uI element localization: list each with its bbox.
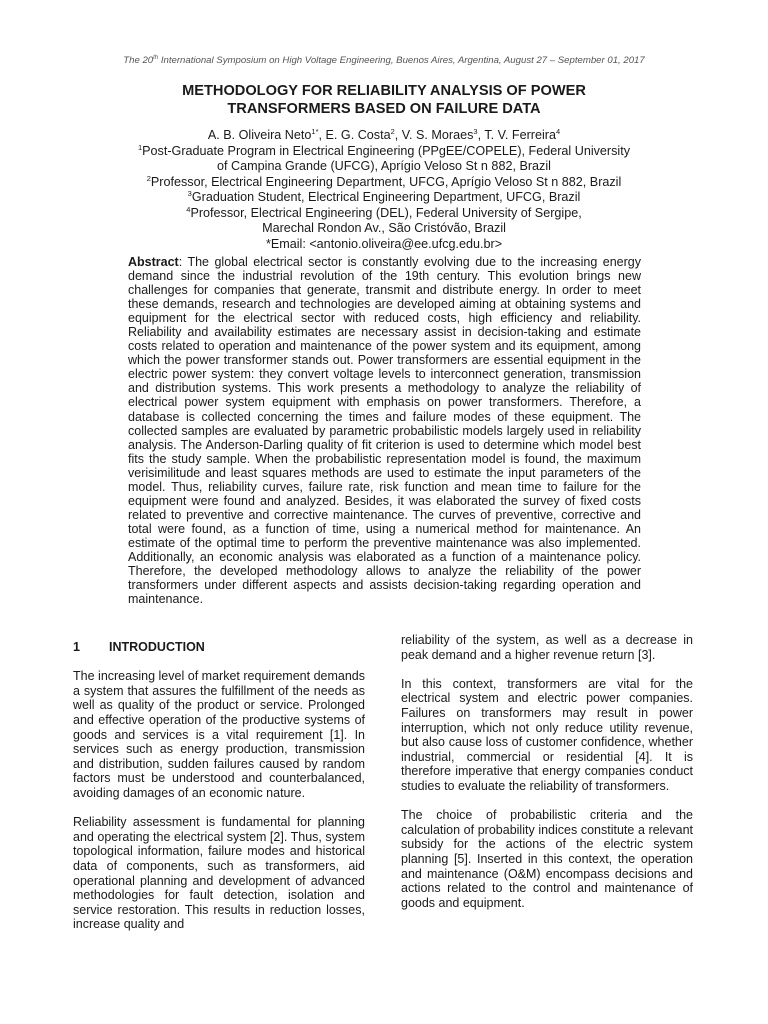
title-line-1: METHODOLOGY FOR RELIABILITY ANALYSIS OF POWER <box>182 83 586 99</box>
affiliation-1-cont: of Campina Grande (UFCG), Aprígio Veloso St n 882, Brazil <box>217 159 551 173</box>
affiliation-4: $^4$Professor, Electrical Engineering (DEL), Federal University of Sergipe, <box>186 204 582 220</box>
right-column <box>401 633 693 925</box>
affiliation-3: $^3$Graduation Student, Electrical Engineering Department, UFCG, Brazil <box>187 188 581 204</box>
abstract-text: : The global electrical sector is constantly evolving due to the increasing energy demand since the industrial revolution of the 19th century. This evolution brings new challenges for companies that generate, transmit and distribute energy. In order to meet these demands, research and technologies are developed aiming at obtaining systems and equipment for the electrical sector with reduced costs, high efficiency and reliability. Reliability and availability estimates are necessary assist in decision-taking and estimate costs related to operation and maintenance of the power system and its equipment, among which the power transformer stands out. Power transformers are essential equipment in the electric power system: they convert voltage levels to interconnect generation, transmission and distribution systems. This work presents a methodology to analyze the reliability of electrical power system equipment with emphasis on power transformers. Therefore, a database is collected concerning the times and failure modes of these equipment. The collected samples are evaluated by parametric probabilistic models largely used in reliability analysis. The Anderson-Darling quality of fit criterion is used to determine which model best fits the study sample. When the probabilistic representation model is found, the maximum verisimilitude and least squares methods are used to estimate the input parameters of the model. Thus, reliability curves, failure rate, risk function and mean time to failure for the equipment were found and analyzed. Besides, it was elaborated the survey of fixed costs related to preventive and corrective maintenance. The curves of preventive, corrective and total were found, as a function of time, using a numerical method for maintenance. An estimate of the optimal time to perform the preventive maintenance was also implemented. Additionally, an economic analysis was elaborated as a function of a maintenance policy. Therefore, the developed methodology allows to analyze the reliability of the power transformers under different aspects and assists decision-taking regarding operation and maintenance. <box>128 255 641 607</box>
section-number: 1 <box>73 640 80 654</box>
author-block <box>80 128 688 252</box>
section-heading <box>73 640 365 655</box>
abstract-label: Abstract <box>128 255 179 269</box>
paragraph: The choice of probabilistic criteria and the calculation of probability indices constitute a relevant subsidy for the actions of the electric system planning [5]. Inserted in this context, the operation and maintenance (O&M) encompass decisions and actions related to the control and maintenance of goods and equipment. <box>401 808 693 910</box>
title-line-2: TRANSFORMERS BASED ON FAILURE DATA <box>227 101 541 117</box>
paragraph: In this context, transformers are vital for the electrical system and electric power companies. Failures on transformers may result in power interruption, which not only reduce utility revenue, but also cause loss of customer confidence, whether industrial, commercial or residential [4]. It is therefore imperative that energy companies conduct studies to evaluate the reliability of transformers. <box>401 676 693 793</box>
abstract <box>128 255 641 606</box>
author-list: A. B. Oliveira Neto$^{1*}$, E. G. Costa$^2$, V. S. Moraes$^3$, T. V. Ferreira$^4$ <box>207 126 561 142</box>
affiliation-2: $^2$Professor, Electrical Engineering Department, UFCG, Aprígio Veloso St n 882, Brazil <box>146 173 622 189</box>
contact-email: *Email: <antonio.oliveira@ee.ufcg.edu.br> <box>265 236 503 251</box>
paragraph: Reliability assessment is fundamental for planning and operating the electrical system [2]. Thus, system topological information, failure modes and historical data of components, such as transformers, aid operational planning and development of advanced methodologies for fault detection, isolation and service restoration. This results in reduction losses, increase quality and <box>73 815 365 932</box>
left-column <box>73 640 365 946</box>
paragraph: reliability of the system, as well as a decrease in peak demand and a higher revenue return [3]. <box>401 633 693 662</box>
affiliation-1: $^1$Post-Graduate Program in Electrical Engineering (PPgEE/COPELE), Federal University <box>137 142 631 158</box>
paper-title <box>90 82 678 118</box>
section-title: INTRODUCTION <box>109 640 205 654</box>
affiliation-4-cont: Marechal Rondon Av., São Cristóvão, Brazil <box>262 221 506 235</box>
running-header: The 20th International Symposium on High Voltage Engineering, Buenos Aires, Argentina, August 27 – September 01, 2017 <box>123 55 645 67</box>
paragraph: The increasing level of market requirement demands a system that assures the fulfillment of the needs as well as quality of the product or service. Prolonged and effective operation of the productive systems of goods and services is a vital requirement [1]. In services such as energy production, transmission and distribution, sudden failures caused by random factors must be understood and counterbalanced, avoiding damages of an economic nature. <box>73 669 365 800</box>
